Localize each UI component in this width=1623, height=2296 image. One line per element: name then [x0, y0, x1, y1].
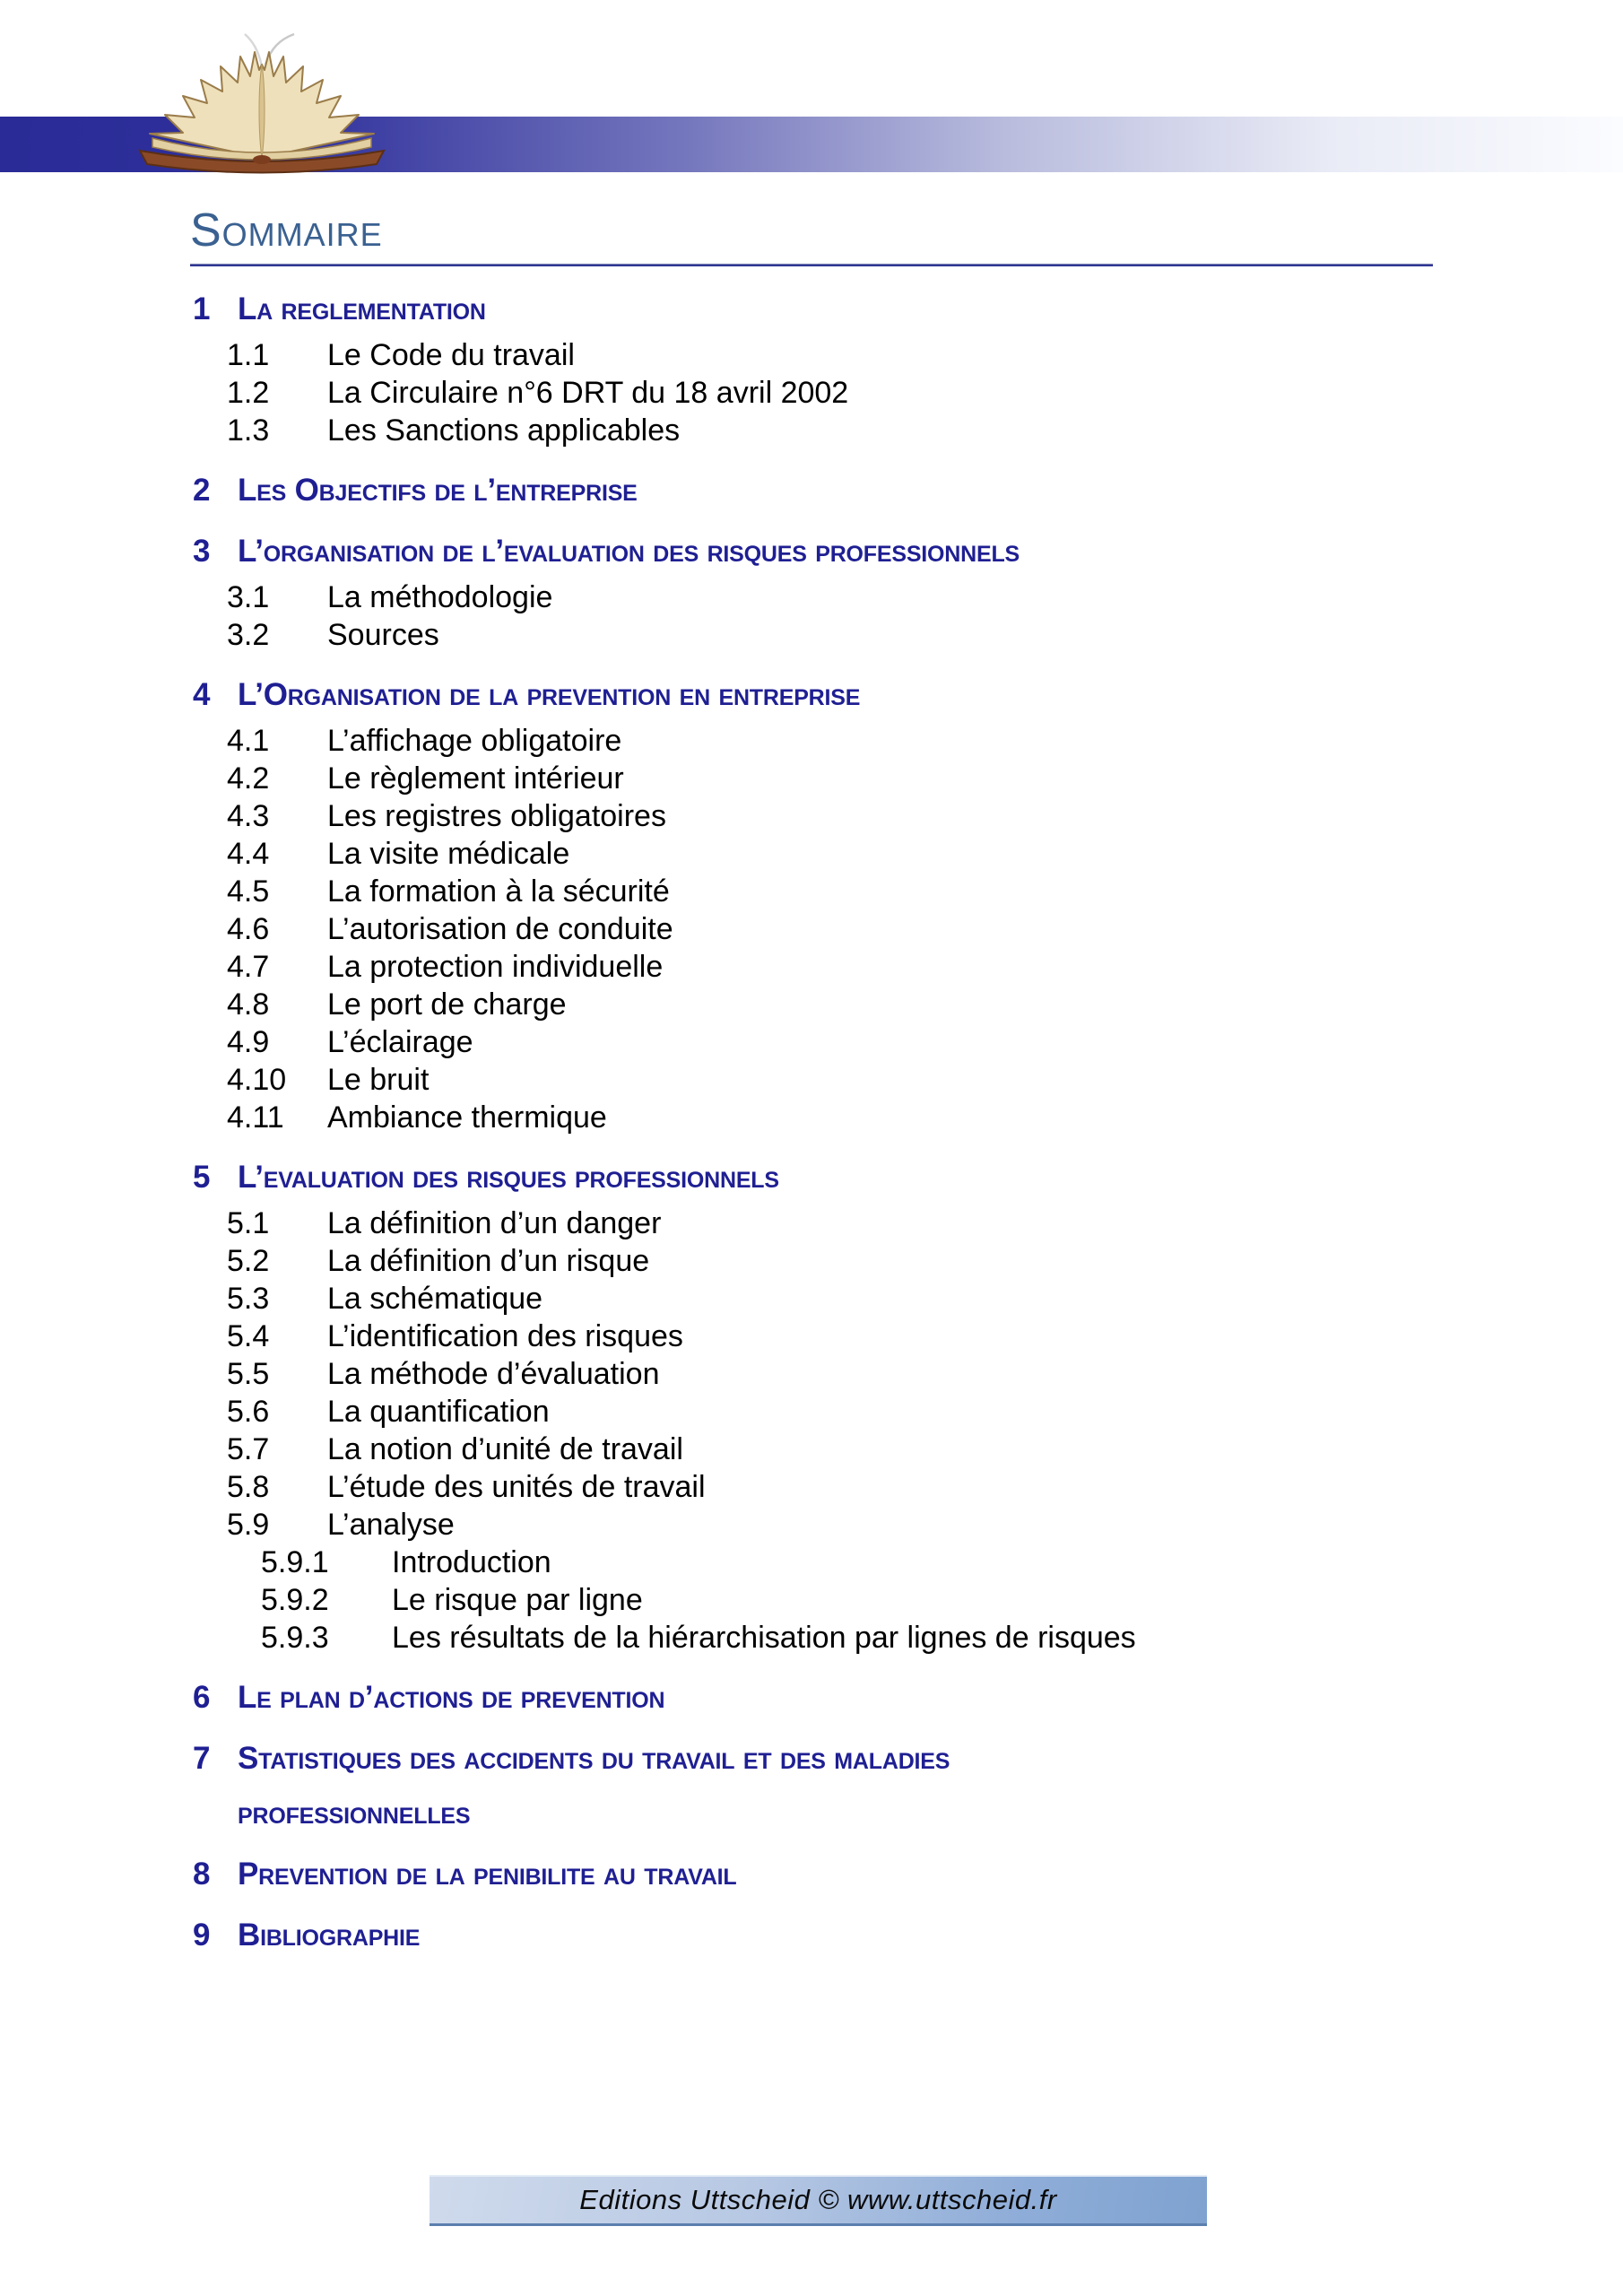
toc-entry-number: 7: [193, 1741, 211, 1776]
toc-entry-number: 2: [193, 473, 211, 508]
toc-entry-number: 4.1: [227, 724, 270, 758]
toc-entry-label: Le règlement intérieur: [327, 761, 624, 796]
toc-entry-label: Le bruit: [327, 1063, 430, 1097]
toc-section-row: [190, 532, 1438, 571]
toc-item-row: [190, 986, 1438, 1023]
toc-entry-label: La Circulaire n°6 DRT du 18 avril 2002: [327, 376, 849, 410]
toc-entry-number: 4.6: [227, 912, 270, 946]
toc-item-row: [190, 873, 1438, 910]
page-title: Sommaire: [190, 204, 383, 257]
toc-entry-label: L’evaluation des risques professionnels: [238, 1160, 779, 1195]
toc-entry-number: 1.1: [227, 338, 270, 372]
toc-item-row: [190, 910, 1438, 948]
toc-entry-number: 3.1: [227, 580, 270, 614]
toc-entry-label: La visite médicale: [327, 837, 570, 871]
toc-item-row: [190, 948, 1438, 986]
toc-entry-number: 5.6: [227, 1395, 270, 1429]
toc-entry-label: Le risque par ligne: [392, 1583, 643, 1617]
toc-section-row: [190, 1158, 1438, 1197]
toc-entry-number: 3: [193, 534, 211, 569]
toc-entry-label: L’organisation de l’evaluation des risques professionnels: [238, 534, 1020, 569]
toc-entry-number: 5.5: [227, 1357, 270, 1391]
toc-entry-label: Le Code du travail: [327, 338, 575, 372]
toc-item-row: [190, 1280, 1438, 1318]
toc-entry-label: Prevention de la penibilite au travail: [238, 1857, 737, 1892]
toc-entry-number: 5.9.2: [261, 1583, 329, 1617]
toc-section-row: [190, 1739, 1438, 1833]
toc-item-row: [190, 1581, 1438, 1619]
toc-entry-number: 4.2: [227, 761, 270, 796]
toc-entry-number: 1.3: [227, 413, 270, 448]
toc-entry-label: La formation à la sécurité: [327, 874, 670, 909]
toc-entry-label: La quantification: [327, 1395, 550, 1429]
toc-item-row: [190, 1061, 1438, 1099]
toc-item-row: [190, 1619, 1438, 1657]
toc-item-row: [190, 797, 1438, 835]
toc-item-row: [190, 1205, 1438, 1242]
toc-item-row: [190, 1242, 1438, 1280]
toc-entry-number: 4.11: [227, 1100, 284, 1135]
toc-item-row: [190, 1506, 1438, 1544]
toc-section-row: [190, 1916, 1438, 1955]
toc-entry-label: Introduction: [392, 1545, 551, 1579]
toc-entry-number: 4: [193, 677, 211, 712]
toc-entry-number: 4.10: [227, 1063, 287, 1097]
toc-entry-label: La reglementation: [238, 291, 486, 326]
toc-section-row: [190, 1678, 1438, 1718]
toc-entry-label: Sources: [327, 618, 439, 652]
toc-section-row: [190, 675, 1438, 715]
toc-entry-number: 5: [193, 1160, 211, 1195]
toc-entry-number: 9: [193, 1918, 211, 1952]
toc-item-row: [190, 1431, 1438, 1468]
toc-entry-label: La méthode d’évaluation: [327, 1357, 660, 1391]
toc-entry-number: 4.7: [227, 950, 270, 984]
toc-item-row: [190, 412, 1438, 449]
title-rule: [190, 264, 1433, 266]
table-of-contents: [190, 203, 1438, 1962]
toc-item-row: [190, 1393, 1438, 1431]
toc-item-row: [190, 1099, 1438, 1136]
toc-entry-number: 6: [193, 1680, 211, 1715]
toc-entry-label: Le port de charge: [327, 987, 567, 1022]
toc-entry-number: 5.9: [227, 1508, 270, 1542]
toc-item-row: [190, 1318, 1438, 1355]
toc-entry-number: 4.8: [227, 987, 270, 1022]
toc-entry-label: Ambiance thermique: [327, 1100, 607, 1135]
toc-entry-number: 5.8: [227, 1470, 270, 1504]
toc-entry-number: 5.4: [227, 1319, 270, 1353]
open-book-icon: [131, 32, 393, 176]
toc-entry-label: La notion d’unité de travail: [327, 1432, 683, 1466]
toc-entry-number: 5.3: [227, 1282, 270, 1316]
toc-item-row: [190, 616, 1438, 654]
footer-text: Editions Uttscheid © www.uttscheid.fr: [579, 2184, 1057, 2215]
toc-entry-label: L’Organisation de la prevention en entreprise: [238, 677, 861, 712]
toc-entry-label: L’éclairage: [327, 1025, 473, 1059]
toc-item-row: [190, 578, 1438, 616]
toc-entry-label: Les Objectifs de l’entreprise: [238, 473, 638, 508]
toc-item-row: [190, 1355, 1438, 1393]
toc-section-row: [190, 471, 1438, 510]
toc-entry-number: 5.9.1: [261, 1545, 329, 1579]
toc-entry-label: La définition d’un danger: [327, 1206, 662, 1240]
toc-item-row: [190, 1468, 1438, 1506]
toc-entry-number: 1: [193, 291, 211, 326]
toc-entry-number: 5.1: [227, 1206, 270, 1240]
toc-entry-number: 5.2: [227, 1244, 270, 1278]
toc-entry-label: Statistiques des accidents du travail et des maladies professionnelles: [238, 1741, 950, 1831]
toc-entry-number: 4.5: [227, 874, 270, 909]
toc-entry-label: La protection individuelle: [327, 950, 664, 984]
toc-entry-label: L’étude des unités de travail: [327, 1470, 706, 1504]
toc-entry-label: L’identification des risques: [327, 1319, 683, 1353]
toc-item-row: [190, 1544, 1438, 1581]
toc-entry-label: Les registres obligatoires: [327, 799, 666, 833]
toc-item-row: [190, 760, 1438, 797]
toc-item-row: [190, 1023, 1438, 1061]
toc-entry-label: La définition d’un risque: [327, 1244, 650, 1278]
toc-entry-number: 4.9: [227, 1025, 270, 1059]
toc-entry-label: La schématique: [327, 1282, 543, 1316]
toc-entry-number: 4.3: [227, 799, 270, 833]
toc-entry-label: Les Sanctions applicables: [327, 413, 681, 448]
toc-item-row: [190, 374, 1438, 412]
toc-entry-label: La méthodologie: [327, 580, 553, 614]
toc-item-row: [190, 336, 1438, 374]
toc-section-row: [190, 290, 1438, 329]
toc-entry-label: Le plan d’actions de prevention: [238, 1680, 665, 1715]
toc-entry-label: L’analyse: [327, 1508, 455, 1542]
toc-entry-label: Bibliographie: [238, 1918, 421, 1952]
toc-list: [190, 290, 1438, 1955]
toc-entry-number: 4.4: [227, 837, 270, 871]
toc-entry-label: Les résultats de la hiérarchisation par lignes de risques: [392, 1621, 1136, 1655]
toc-item-row: [190, 835, 1438, 873]
toc-entry-number: 8: [193, 1857, 211, 1892]
toc-entry-label: L’autorisation de conduite: [327, 912, 673, 946]
toc-entry-number: 5.9.3: [261, 1621, 329, 1655]
toc-section-row: [190, 1855, 1438, 1894]
toc-entry-number: 3.2: [227, 618, 270, 652]
toc-entry-number: 5.7: [227, 1432, 270, 1466]
toc-entry-number: 1.2: [227, 376, 270, 410]
footer-bar: [430, 2175, 1207, 2226]
toc-item-row: [190, 722, 1438, 760]
toc-entry-label: L’affichage obligatoire: [327, 724, 622, 758]
